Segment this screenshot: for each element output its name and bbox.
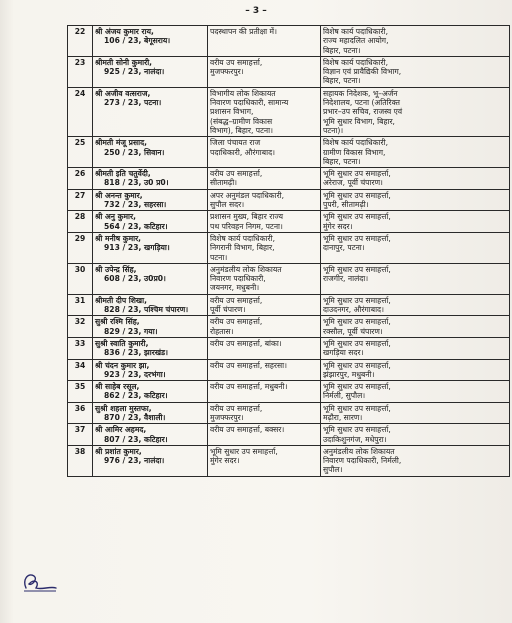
new-posting-cell: [321, 189, 510, 211]
table-row: [68, 316, 510, 338]
current-posting-cell: [208, 232, 321, 263]
current-posting-line: मुजफ्फरपुर।: [210, 412, 244, 422]
table-row: [68, 445, 510, 476]
officer-name: सुश्री रश्मि सिंह,: [95, 317, 140, 327]
current-posting-cell: [208, 263, 321, 294]
new-posting-cell: [321, 294, 510, 316]
current-posting-line: विशेष कार्य पदाधिकारी,: [210, 233, 276, 243]
current-posting-line: जिला पंचायत राज: [210, 138, 261, 148]
new-posting-line: भूमि सुधार विभाग, बिहार,: [323, 116, 395, 126]
table-row: [68, 137, 510, 168]
serial-number-cell: 23: [68, 56, 93, 87]
new-posting-line: निर्मली, सुपौल।: [323, 391, 366, 401]
current-posting-cell: [208, 56, 321, 87]
current-posting-cell: [208, 381, 321, 403]
signature-mark: [20, 566, 60, 594]
new-posting-cell: [321, 87, 510, 136]
current-posting-line: (संबद्ध–ग्रामीण विकास: [210, 116, 273, 126]
current-posting-cell: [208, 87, 321, 136]
current-posting-cell: [208, 168, 321, 190]
officer-name: श्री अनु कुमार,: [95, 212, 136, 222]
serial-number-cell: 28: [68, 211, 93, 233]
officer-cell: [93, 168, 208, 190]
new-posting-line: भूमि सुधार उप समाहर्त्ता,: [323, 338, 391, 348]
table-row: [68, 168, 510, 190]
current-posting-line: अनुमंडलीय लोक शिकायत: [210, 264, 282, 274]
current-posting-line: वरीय उप समाहर्त्ता,: [210, 169, 263, 179]
officer-name: श्रीमती सोनी कुमारी,: [95, 57, 153, 67]
new-posting-cell: [321, 263, 510, 294]
current-posting-line: पथ परिवहन निगम, पटना।: [210, 221, 283, 231]
new-posting-line: राजगीर, नालंदा।: [323, 274, 369, 284]
table-row: [68, 359, 510, 381]
current-posting-cell: [208, 316, 321, 338]
new-posting-line: सुपौल।: [323, 465, 343, 475]
new-posting-line: विशेष कार्य पदाधिकारी,: [323, 57, 389, 67]
current-posting-line: वरीय उप समाहर्त्ता,: [210, 295, 263, 305]
officer-name: श्री प्रशांत कुमार,: [95, 446, 142, 456]
new-posting-line: खगड़िया सदर।: [323, 348, 364, 358]
table-row: [68, 294, 510, 316]
officer-cell: [93, 137, 208, 168]
serial-number-cell: 25: [68, 137, 93, 168]
officer-name: श्रीमती इति चतुर्वेदी,: [95, 169, 151, 179]
new-posting-cell: [321, 424, 510, 446]
current-posting-line: निगरानी विभाग, बिहार,: [210, 243, 275, 253]
officer-cell: [93, 189, 208, 211]
current-posting-line: वरीय उप समाहर्त्ता,: [210, 403, 263, 413]
officer-reference: 608 / 23, उ0प्र0।: [104, 274, 166, 284]
new-posting-cell: [321, 56, 510, 87]
current-posting-cell: [208, 424, 321, 446]
current-posting-line: वरीय उप समाहर्त्ता,: [210, 57, 263, 67]
officer-cell: [93, 402, 208, 424]
officer-reference: 818 / 23, उ0 प्र0।: [104, 178, 169, 188]
current-posting-line: रोहतास।: [210, 326, 234, 336]
current-posting-line: जयनगर, मधुबनी।: [210, 283, 260, 293]
new-posting-line: मुंगेर सदर।: [323, 221, 353, 231]
officer-cell: [93, 211, 208, 233]
serial-number-cell: 36: [68, 402, 93, 424]
officer-cell: [93, 316, 208, 338]
serial-number-cell: 31: [68, 294, 93, 316]
new-posting-cell: [321, 232, 510, 263]
officer-name: श्रीमती मंजू प्रसाद,: [95, 138, 147, 148]
new-posting-line: पटना)।: [323, 125, 344, 135]
new-posting-line: विशेष कार्य पदाधिकारी,: [323, 138, 389, 148]
officer-cell: [93, 381, 208, 403]
officer-reference: 807 / 23, कटिहार।: [104, 434, 168, 444]
table-row: [68, 87, 510, 136]
officer-reference: 976 / 23, नालंदा।: [104, 456, 165, 466]
new-posting-cell: [321, 337, 510, 359]
new-posting-cell: [321, 26, 510, 57]
new-posting-line: भूमि सुधार उप समाहर्त्ता,: [323, 169, 391, 179]
new-posting-cell: [321, 359, 510, 381]
officer-name: सुश्री स्वाति कुमारी,: [95, 338, 149, 348]
table-row: [68, 56, 510, 87]
serial-number-cell: 32: [68, 316, 93, 338]
new-posting-cell: [321, 137, 510, 168]
officer-reference: 829 / 23, गया।: [104, 326, 158, 336]
officer-cell: [93, 337, 208, 359]
new-posting-line: बिहार, पटना।: [323, 45, 361, 55]
officer-cell: [93, 26, 208, 57]
new-posting-line: भूमि सुधार उप समाहर्त्ता,: [323, 190, 391, 200]
new-posting-line: भूमि सुधार उप समाहर्त्ता,: [323, 295, 391, 305]
new-posting-line: अनुमंडलीय लोक शिकायत: [323, 446, 395, 456]
serial-number-cell: 37: [68, 424, 93, 446]
new-posting-cell: [321, 445, 510, 476]
officer-cell: [93, 359, 208, 381]
current-posting-line: वरीय उप समाहर्त्ता, सहरसा।: [210, 360, 287, 370]
new-posting-line: उदाकिशुनगंज, मधेपुरा।: [323, 434, 387, 444]
officer-reference: 923 / 23, दरभंगा।: [104, 369, 166, 379]
officer-reference: 250 / 23, सिवान।: [104, 147, 165, 157]
officer-name: श्री उपेन्द्र सिंह,: [95, 264, 137, 274]
officer-cell: [93, 445, 208, 476]
serial-number-cell: 26: [68, 168, 93, 190]
table-row: [68, 211, 510, 233]
new-posting-cell: [321, 168, 510, 190]
new-posting-cell: [321, 402, 510, 424]
current-posting-line: प्रशासन मुख्य, बिहार राज्य: [210, 212, 284, 222]
serial-number-cell: 29: [68, 232, 93, 263]
officer-cell: [93, 56, 208, 87]
new-posting-cell: [321, 381, 510, 403]
serial-number-cell: 35: [68, 381, 93, 403]
serial-number-cell: 22: [68, 26, 93, 57]
new-posting-line: बिहार, पटना।: [323, 76, 361, 86]
officer-reference: 862 / 23, कटिहार।: [104, 391, 168, 401]
officer-reference: 925 / 23, नालंदा।: [104, 67, 165, 77]
current-posting-line: वरीय उप समाहर्त्ता, मधुबनी।: [210, 382, 288, 392]
current-posting-line: पूर्वी चंपारण।: [210, 305, 246, 315]
officer-cell: [93, 232, 208, 263]
officer-name: सुश्री शहला मुस्तफा,: [95, 403, 152, 413]
officer-name: श्री साहेब रसूल,: [95, 382, 140, 392]
current-posting-cell: [208, 337, 321, 359]
officer-reference: 106 / 23, बेगूसराय।: [104, 36, 171, 46]
current-posting-line: भूमि सुधार उप समाहर्त्ता,: [210, 446, 278, 456]
new-posting-line: अरेराज, पूर्वी चंपारण।: [323, 178, 383, 188]
current-posting-line: मुंगेर सदर।: [210, 456, 240, 466]
new-posting-line: विशेष कार्य पदाधिकारी,: [323, 27, 389, 36]
officer-name: श्री मनीष कुमार,: [95, 233, 142, 243]
officer-reference: 732 / 23, सहरसा।: [104, 200, 167, 210]
table-row: [68, 263, 510, 294]
current-posting-line: सुपौल सदर।: [210, 200, 245, 210]
current-posting-line: विभागीय लोक शिकायत: [210, 88, 276, 98]
serial-number-cell: 27: [68, 189, 93, 211]
officer-reference: 273 / 23, पटना।: [104, 98, 162, 108]
new-posting-line: दानापुर, पटना।: [323, 243, 365, 253]
current-posting-line: निवारण पदाधिकारी,: [210, 274, 266, 284]
current-posting-line: मुजफ्फरपुर।: [210, 67, 244, 77]
officer-name: श्री चंदन कुमार झा,: [95, 360, 150, 370]
serial-number-cell: 38: [68, 445, 93, 476]
officer-reference: 564 / 23, कटिहार।: [104, 221, 168, 231]
new-posting-line: भूमि सुधार उप समाहर्त्ता,: [323, 360, 391, 370]
new-posting-line: निवारण पदाधिकारी, निर्मली,: [323, 456, 402, 466]
officer-cell: [93, 424, 208, 446]
current-posting-cell: [208, 402, 321, 424]
current-posting-line: विभाग), बिहार, पटना।: [210, 125, 273, 135]
new-posting-line: दाउदनगर, औरंगाबाद।: [323, 305, 384, 315]
officer-name: श्री अजीव वत्सराज,: [95, 88, 151, 98]
new-posting-cell: [321, 316, 510, 338]
current-posting-cell: [208, 359, 321, 381]
current-posting-cell: [208, 137, 321, 168]
current-posting-cell: [208, 26, 321, 57]
officer-cell: [93, 263, 208, 294]
page-number: – 3 –: [245, 6, 267, 16]
officer-reference: 828 / 23, पश्चिम चंपारण।: [104, 305, 189, 315]
new-posting-line: विज्ञान एवं प्रावैद्यिकी विभाग,: [323, 67, 402, 77]
new-posting-line: निदेशालय, पटना (अतिरिक्त: [323, 98, 400, 108]
table-row: [68, 26, 510, 57]
current-posting-line: प्रशासन विभाग,: [210, 107, 254, 117]
officer-cell: [93, 87, 208, 136]
new-posting-line: भूमि सुधार उप समाहर्त्ता,: [323, 212, 391, 222]
table-row: [68, 402, 510, 424]
new-posting-line: भूमि सुधार उप समाहर्त्ता,: [323, 233, 391, 243]
current-posting-line: वरीय उप समाहर्त्ता, बांका।: [210, 338, 282, 348]
new-posting-line: राज्य महादलित आयोग,: [323, 36, 389, 46]
current-posting-cell: [208, 294, 321, 316]
officer-name: श्री आमिर अहमद,: [95, 425, 147, 435]
current-posting-cell: [208, 445, 321, 476]
new-posting-line: रक्सौल, पूर्वी चंपारण।: [323, 326, 383, 336]
new-posting-line: पुपरी, सीतामढ़ी।: [323, 200, 369, 210]
new-posting-line: भूमि सुधार उप समाहर्त्ता,: [323, 425, 391, 435]
new-posting-line: भूमि सुधार उप समाहर्त्ता,: [323, 382, 391, 392]
current-posting-line: निवारण पदाधिकारी, सामान्य: [210, 98, 289, 108]
new-posting-line: भूमि सुधार उप समाहर्त्ता,: [323, 264, 391, 274]
officer-reference: 836 / 23, झारखंड।: [104, 348, 168, 358]
transfer-posting-table: [67, 25, 510, 477]
officer-name: श्री अंजय कुमार राय,: [95, 27, 154, 36]
new-posting-line: सहायक निदेशक, भू–अर्जन: [323, 88, 398, 98]
current-posting-line: पदाधिकारी, औरंगाबाद।: [210, 147, 275, 157]
new-posting-line: भूमि सुधार उप समाहर्त्ता,: [323, 403, 391, 413]
current-posting-line: पदस्थापन की प्रतीक्षा में।: [210, 27, 277, 36]
new-posting-line: प्रभार–उप सचिव, राजस्व एवं: [323, 107, 403, 117]
officer-cell: [93, 294, 208, 316]
serial-number-cell: 34: [68, 359, 93, 381]
table-body: [68, 26, 510, 477]
officer-reference: 913 / 23, खगड़िया।: [104, 243, 170, 253]
current-posting-line: सीतामढ़ी।: [210, 178, 238, 188]
officer-name: श्रीमती दीप शिखा,: [95, 295, 147, 305]
table-row: [68, 337, 510, 359]
current-posting-line: वरीय उप समाहर्त्ता, बक्सर।: [210, 425, 285, 435]
current-posting-line: वरीय उप समाहर्त्ता,: [210, 317, 263, 327]
current-posting-line: पटना।: [210, 252, 228, 262]
serial-number-cell: 24: [68, 87, 93, 136]
new-posting-line: भूमि सुधार उप समाहर्त्ता,: [323, 317, 391, 327]
new-posting-cell: [321, 211, 510, 233]
current-posting-cell: [208, 189, 321, 211]
serial-number-cell: 33: [68, 337, 93, 359]
new-posting-line: मढ़ौरा, सारण।: [323, 412, 363, 422]
current-posting-cell: [208, 211, 321, 233]
new-posting-line: बिहार, पटना।: [323, 156, 361, 166]
officer-name: श्री अनन्त कुमार,: [95, 190, 143, 200]
table-row: [68, 381, 510, 403]
table-row: [68, 189, 510, 211]
serial-number-cell: 30: [68, 263, 93, 294]
current-posting-line: अपर अनुमंडल पदाधिकारी,: [210, 190, 285, 200]
officer-reference: 870 / 23, वैशाली।: [104, 412, 166, 422]
new-posting-line: झंझारपुर, मधुबनी।: [323, 369, 375, 379]
new-posting-line: ग्रामीण विकास विभाग,: [323, 147, 386, 157]
table-row: [68, 424, 510, 446]
table-row: [68, 232, 510, 263]
